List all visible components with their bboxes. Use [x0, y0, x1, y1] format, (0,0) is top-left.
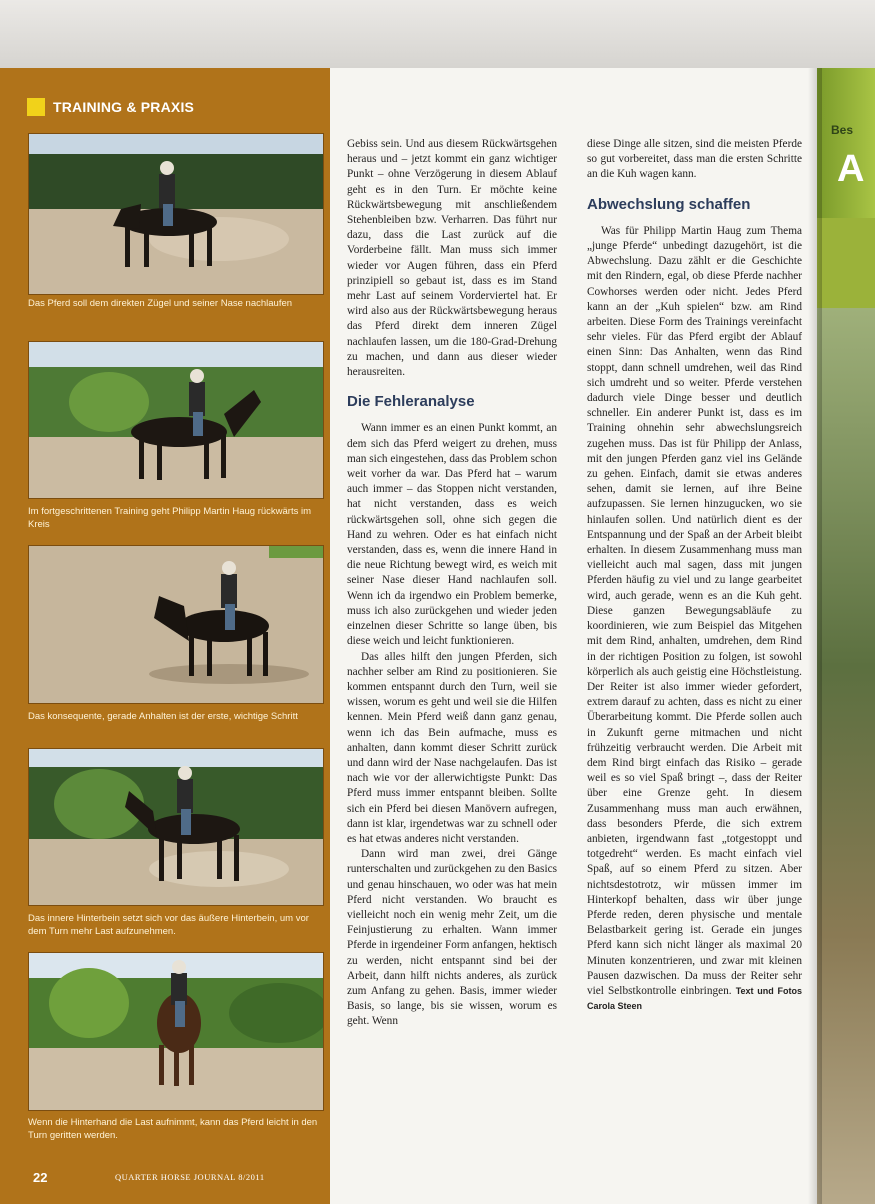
adjacent-page-photo [817, 308, 875, 1204]
section-square-icon [27, 98, 45, 116]
paragraph: diese Dinge alle sitzen, sind die meisten Pferde so gut vorbereitet, dass man die ersten Schritte an die Kuh wagen kann. [587, 138, 802, 181]
photo-3 [28, 545, 324, 704]
photo-4 [28, 748, 324, 906]
paragraph: Wann immer es an einen Punkt kommt, an dem sich das Pferd weigert zu drehen, muss man sich eingestehen, dass das Problem schon weit vorher da war. Das Pferd hat – warum auch immer – das Stoppen nicht verstanden, hat nicht verstanden, dass es weich rückwärtsgehen soll, ohne sich gegen die Hand zu wehren. Oder es hat einfach nicht verstanden, dass es, wenn die innere Hand in die neue Richtung bewegt wird, es weich mit seiner Nase dieser Hand nachlaufen soll. Wenn ich da irgendwo ein Problem bemerke, muss ich also zurückgehen und wieder jeden einzelnen dieser Schritte so lange üben, bis diese weich und leicht funktionieren. [347, 422, 557, 648]
photo-5 [28, 952, 324, 1111]
horse-rider-photo-icon [29, 342, 323, 498]
scan-top-margin [0, 0, 875, 68]
paragraph: Dann wird man zwei, drei Gänge runterschalten und zurückgehen zu den Basics und genau hinschauen, wo oder was hat mein Pferd nicht verstanden. Wo braucht es vielleicht noch ein wenig mehr Zeit, um die Feinjustierung zu erhalten. Wann immer Pferde in irgendeiner Form anfangen, hektisch zu werden, nicht entspannt sind bei der Arbeit, dann hilft nichts anderes, als zurück zum Anfang zu gehen. Basis, immer wieder Basis, so lange, bis sie wissen, worum es geht. Wenn [347, 848, 557, 1028]
photo-1 [28, 133, 324, 295]
adjacent-page-title: Bes [831, 123, 854, 137]
article-column-1 [347, 137, 557, 1030]
paragraph: Das alles hilft den jungen Pferden, sich nachher selber am Rind zu positionieren. Sie kommen entspannt durch den Turn, weil sie wissen, worum es geht und weil sie die Hilfen kennen. Mein Pferd weiß dann ganz genau, wenn ich das Bein aufmache, muss es anhalten, dann kommt dieser Schritt zurück und dann wird der Nase nachgelaufen. Das ist nach wie vor der allerwichtigste Punkt: Das Pferd muss immer entspannt bleiben. Sollte sich ein Pferd bei diesen Manövern aufregen, dann ist klar, irgendetwas war zu schnell oder es hat etwas anderes nicht verstanden. [347, 650, 557, 845]
subheading-fehleranalyse: Die Fehleranalyse [347, 393, 475, 411]
journal-footer: QUARTER HORSE JOURNAL 8/2011 [115, 1172, 265, 1182]
horse-rider-photo-icon [29, 134, 323, 294]
paragraph: Gebiss sein. Und aus diesem Rückwärtsgehen heraus und – jetzt kommt ein ganz wichtiger Punkt – ohne Verzögerung in diesem Ablauf geht es in den Turn. Er möchte keine Rückwärtsbewegung mit anschließendem Stehenbleiben bzw. Verharren. Das führt nur dazu, dass die Last zurück auf die Vorderbeine fällt. Man muss sich immer wieder vor Augen führen, dass ein Pferd prinzipiell so gebaut ist, dass es im Stand mehr Last auf seinem Vorderviertel hat. Er wird also aus der Rückwärtsbewegung heraus das Pferd direkt dem inneren Zügel nachlaufen lassen, um die 180-Grad-Drehung zu machen, und dann aus dieser wieder herausreiten. [347, 138, 557, 379]
article-column-2 [587, 137, 802, 1014]
horse-rider-photo-icon [29, 546, 323, 703]
photo-caption-2: Im fortgeschrittenen Training geht Philipp Martin Haug rückwärts im Kreis [28, 506, 312, 530]
photo-caption-4: Das innere Hinterbein setzt sich vor das äußere Hinterbein, um vor dem Turn mehr Last aufzunehmen. [28, 913, 309, 937]
author-credit: Text und Fotos Carola Steen [587, 985, 802, 1012]
section-header [27, 98, 194, 116]
section-label: TRAINING & PRAXIS [53, 99, 195, 115]
adjacent-page-edge [817, 68, 875, 1204]
paragraph-text: Was für Philipp Martin Haug zum Thema „junge Pferde“ unbedingt dazugehört, ist die Abwechslung. Dazu zählt er die Geschichte mit den Rindern, egal, ob diese Pferde nachher Cowhorses werden oder nicht. Jedes Pferd kann an der „Kuh spielen“ bzw. am Rind arbeiten. Diese Form des Trainings vereinfacht sehr vieles. Für das Pferd ergibt der Ablauf einen Sinn: Das Anhalten, wenn das Rind stoppt, dann schnell umdrehen, weil das Rind sich umdreht und so weiter. Pferde verstehen dadurch viele Dinge besser und deutlich schneller. Ein anderer Punkt ist, dass es im Training ohnehin sehr abwechslungsreich zugehen muss. Das ist für Philipp der Anlass, mit den jungen Pferden ganz viel ins Gelände zu gehen. Einfach, damit sie etwas anderes sehen, damit sie lernen, auf ihre Beine aufzupassen. Sie lernen hinzugucken, wo sie hinlaufen sollen. Und natürlich dient es der Entspannung und der Spaß an der Arbeit bleibt erhalten. In diesem Zusammenhang muss man vielleicht auch mal sagen, dass mit jungen Pferden häufig zu viel und zu lange gearbeitet wird, auch gerade, wenn es an die Kuh geht. Diese ganzen Bewegungsabläufe zu koordinieren, wie zum Beispiel das Mitgehen mit dem Rind, anhalten, umdrehen, dem Rind in der richtigen Position zu folgen, ist sowohl körperlich als auch geistig eine Höchstleistung. Der Reiter ist also immer wieder gefordert, extrem darauf zu achten, dass es nicht zu einer Überarbeitung kommt. Die Pferde sollen auch in Zukunft gerne mitmachen und nicht frühzeitig verbraucht werden. Die Arbeit mit dem Rind birgt einfach das Risiko – gerade weil es so viel Spaß bringt –, dass der Reiter über eine Grenze geht. In diesem Zusammenhang muss man auch erwähnen, dass besonders Pferde, die sich extrem anbieten, irgendwann fast „totgestoppt und totgedreht“ werden. Es macht einfach viel Spaß, auf so einem Pferd zu sitzen. Aber nichtsdestotrotz, wir müssen immer im Hinterkopf behalten, dass wir über junge Pferde reden, deren physische und mentale Belastbarkeit gering ist. Gerade ein junges Pferd kann sich nicht länger als maximal 20 Minuten konzentrieren, und zwar mit kleinen Pausen dazwischen. Da muss der Reiter sehr viel Selbstkontrolle einbringen. [587, 224, 802, 997]
horse-rider-photo-icon [29, 749, 323, 905]
paragraph [587, 224, 802, 1015]
photo-caption-5: Wenn die Hinterhand die Last aufnimmt, kann das Pferd leicht in den Turn geritten werden. [28, 1117, 318, 1141]
page-fold-shadow [808, 68, 822, 1204]
adjacent-page-banner [817, 68, 875, 218]
horse-rider-photo-icon [29, 953, 323, 1110]
subheading-abwechslung: Abwechslung schaffen [587, 195, 751, 213]
page-number: 22 [33, 1170, 48, 1185]
photo-caption-1: Das Pferd soll dem direkten Zügel und seiner Nase nachlaufen [28, 298, 293, 309]
adjacent-page-letter: A [837, 148, 865, 190]
photo-caption-3: Das konsequente, gerade Anhalten ist der erste, wichtige Schritt [28, 711, 298, 722]
photo-2 [28, 341, 324, 499]
